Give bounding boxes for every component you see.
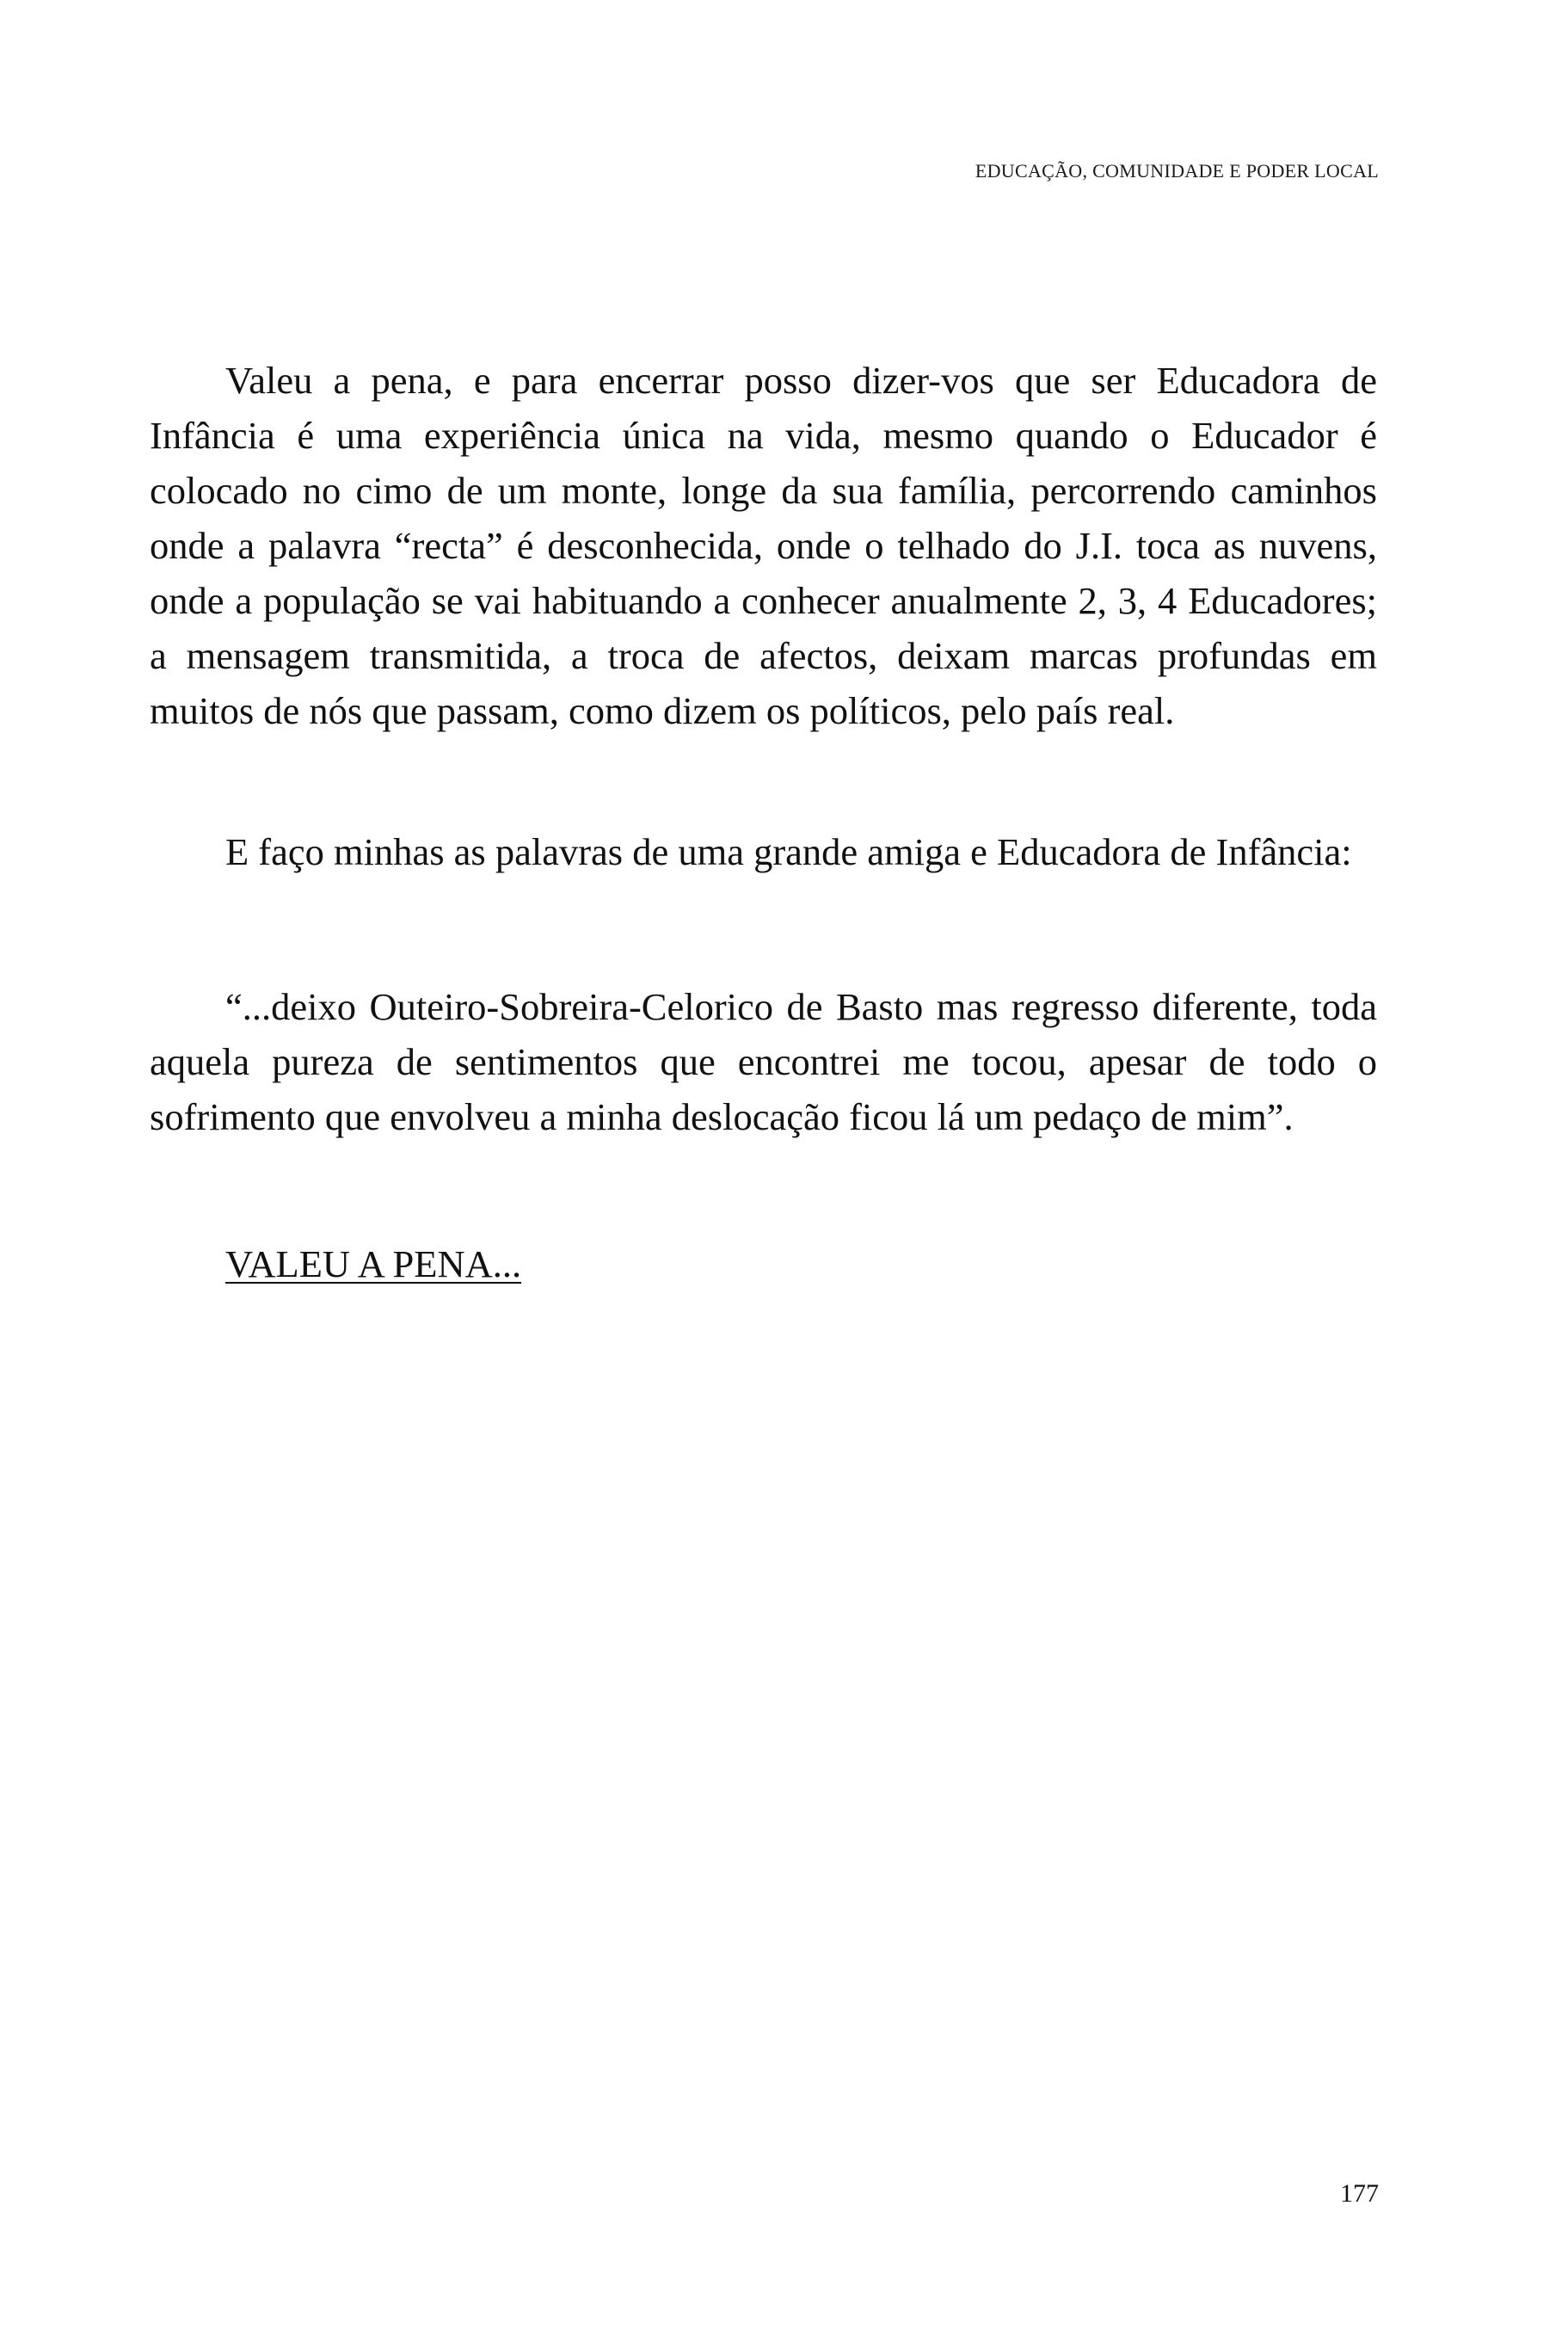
- page-number: 177: [1340, 2179, 1379, 2208]
- body-paragraph-2: E faço minhas as palavras de uma grande amiga e Educadora de Infância:: [225, 830, 1352, 873]
- running-header: EDUCAÇÃO, COMUNIDADE E PODER LOCAL: [975, 160, 1379, 182]
- closing-line: VALEU A PENA...: [225, 1242, 522, 1285]
- quotation-paragraph: “...deixo Outeiro-Sobreira-Celorico de Basto mas regresso diferente, toda aquela pureza de sentimentos que encontrei me tocou, apesar de todo o sofrimento que envolveu a minha deslocação ficou lá um pedaço de mim”.: [150, 985, 1377, 1138]
- body-paragraph-1: Valeu a pena, e para encerrar posso dizer-vos que ser Educadora de Infância é uma experiência única na vida, mesmo quando o Educador é colocado no cimo de um monte, longe da sua família, percorrendo caminhos onde a palavra “recta” é desconhecida, onde o telhado do J.I. toca as nuvens, onde a população se vai habituando a conhecer anualmente 2, 3, 4 Educadores; a mensagem transmitida, a troca de afectos, deixam marcas profundas em muitos de nós que passam, como dizem os políticos, pelo país real.: [150, 359, 1377, 732]
